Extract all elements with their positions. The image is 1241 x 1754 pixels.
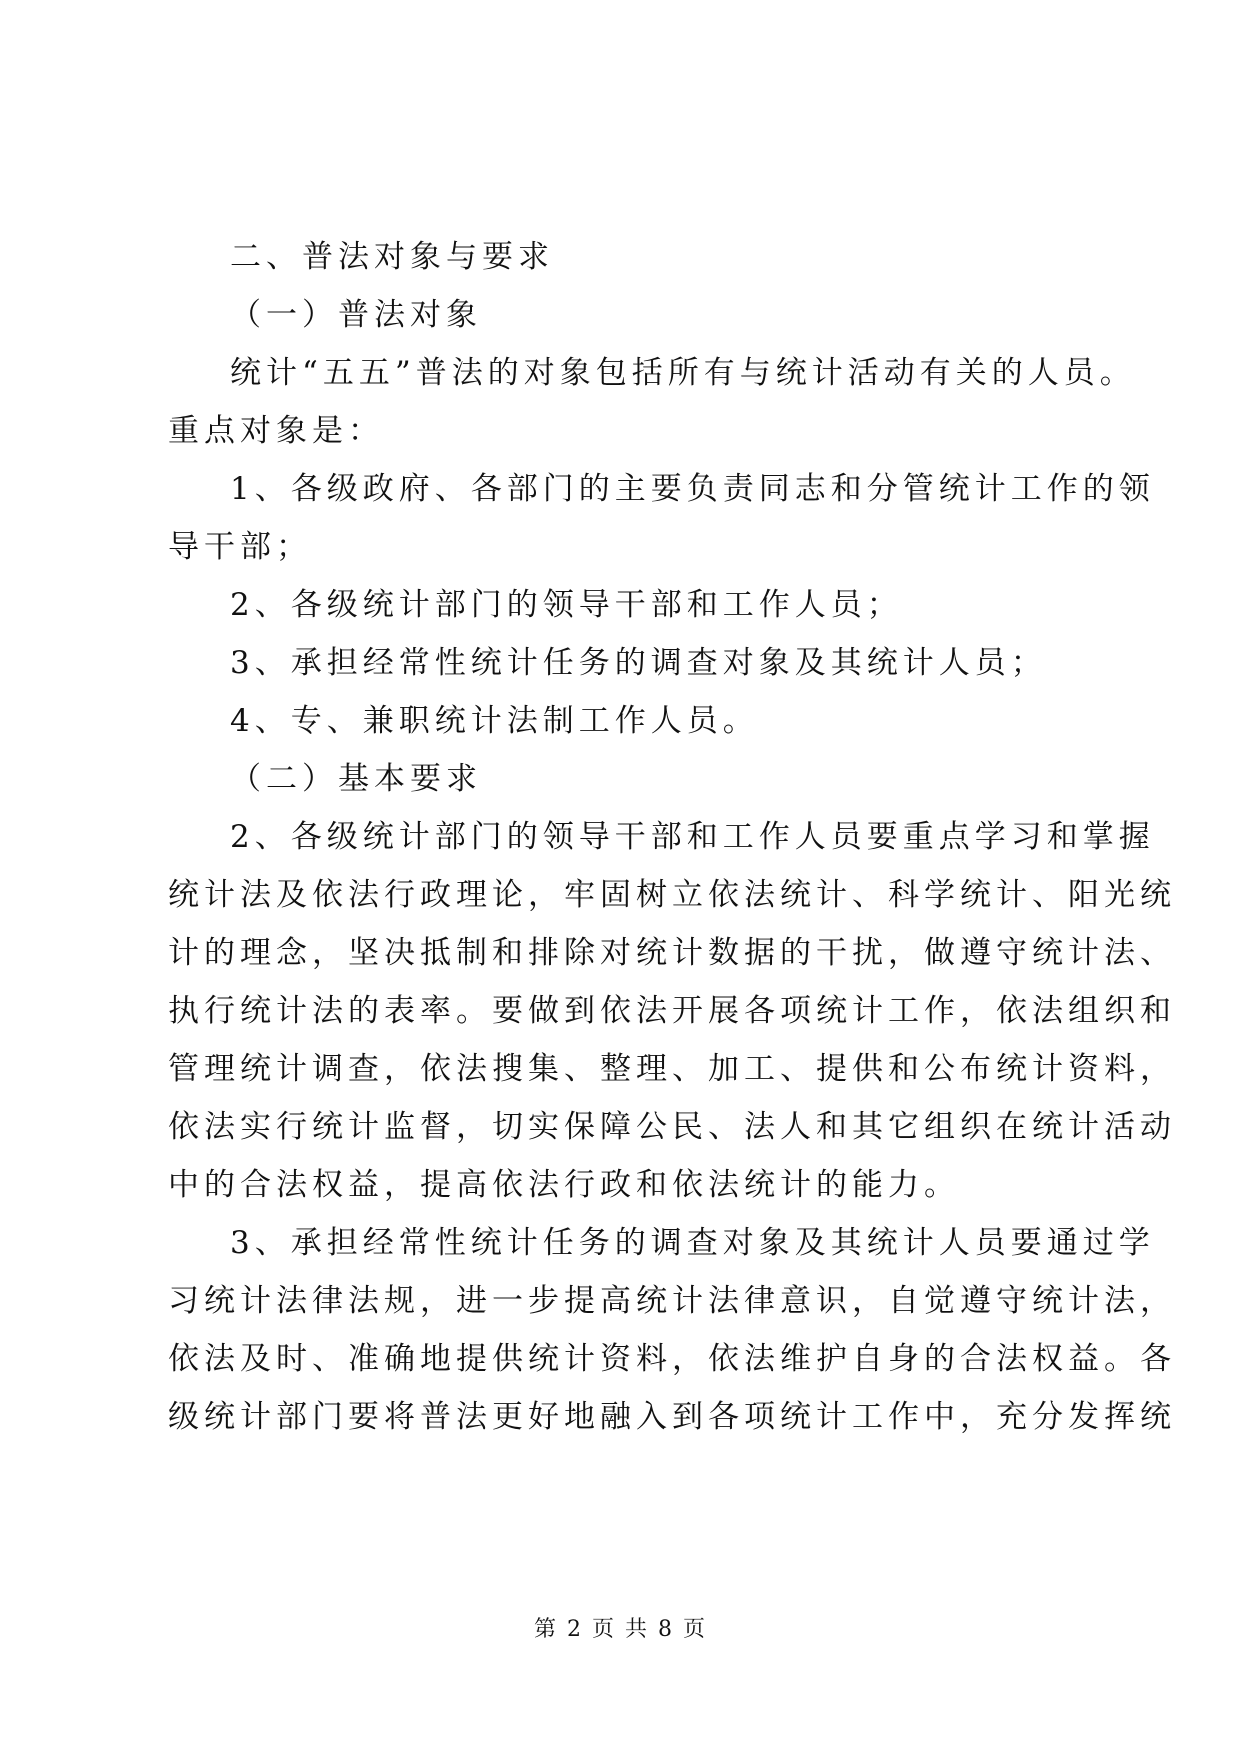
paragraph-line: 统计法及依法行政理论，牢固树立依法统计、科学统计、阳光统 bbox=[168, 877, 1176, 913]
list-item: 3、承担经常性统计任务的调查对象及其统计人员； bbox=[230, 645, 1047, 681]
document-body bbox=[168, 228, 1176, 1446]
paragraph-line: 统计“五五”普法的对象包括所有与统计活动有关的人员。 bbox=[230, 355, 1136, 391]
paragraph-line: 管理统计调查，依法搜集、整理、加工、提供和公布统计资料， bbox=[168, 1051, 1176, 1087]
paragraph-line: 依法及时、准确地提供统计资料，依法维护自身的合法权益。各 bbox=[168, 1341, 1176, 1377]
paragraph-line: 重点对象是： bbox=[168, 413, 384, 449]
paragraph-line: 2、各级统计部门的领导干部和工作人员要重点学习和掌握 bbox=[230, 819, 1155, 855]
subsection-heading: （二）基本要求 bbox=[230, 761, 482, 797]
paragraph-line: 计的理念，坚决抵制和排除对统计数据的干扰，做遵守统计法、 bbox=[168, 935, 1176, 971]
list-item: 4、专、兼职统计法制工作人员。 bbox=[230, 703, 759, 739]
paragraph-line: 依法实行统计监督，切实保障公民、法人和其它组织在统计活动 bbox=[168, 1109, 1176, 1145]
paragraph-line: 3、承担经常性统计任务的调查对象及其统计人员要通过学 bbox=[230, 1225, 1155, 1261]
paragraph-line: 级统计部门要将普法更好地融入到各项统计工作中，充分发挥统 bbox=[168, 1399, 1176, 1435]
paragraph-line: 中的合法权益，提高依法行政和依法统计的能力。 bbox=[168, 1167, 960, 1203]
page-number-footer: 第 2 页 共 8 页 bbox=[534, 1617, 707, 1642]
list-item: 2、各级统计部门的领导干部和工作人员； bbox=[230, 587, 903, 623]
paragraph-line: 执行统计法的表率。要做到依法开展各项统计工作，依法组织和 bbox=[168, 993, 1176, 1029]
list-item-continuation: 导干部； bbox=[168, 529, 312, 565]
subsection-heading: （一）普法对象 bbox=[230, 297, 482, 333]
paragraph-line: 习统计法律法规，进一步提高统计法律意识，自觉遵守统计法， bbox=[168, 1283, 1176, 1319]
list-item: 1、各级政府、各部门的主要负责同志和分管统计工作的领 bbox=[230, 471, 1155, 507]
section-heading: 二、普法对象与要求 bbox=[230, 239, 554, 275]
